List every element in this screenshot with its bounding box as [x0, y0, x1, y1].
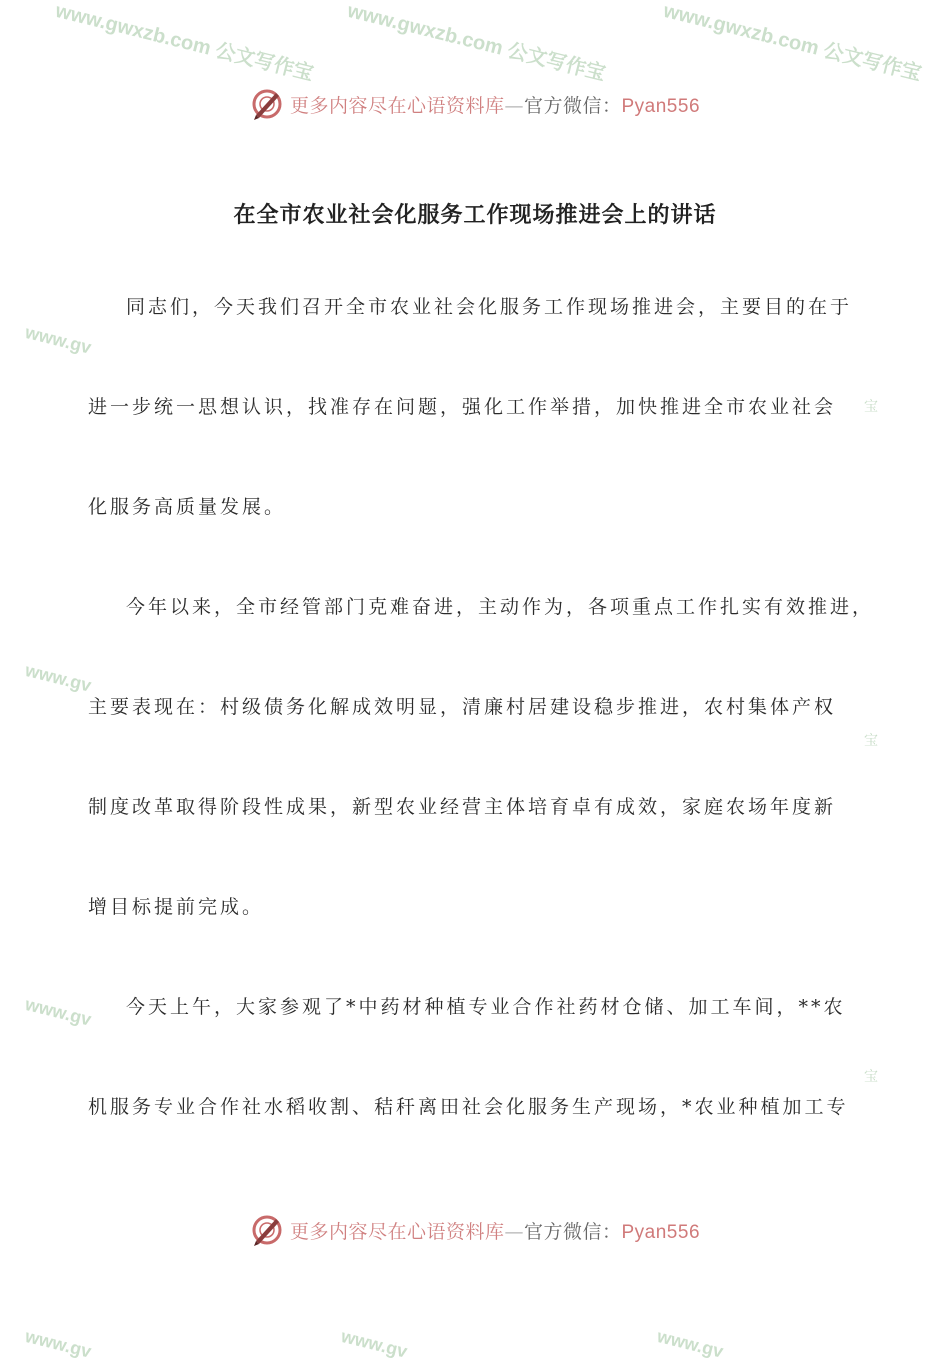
watermark-bottom-2: www.gv — [339, 1326, 410, 1362]
watermark-bottom-1: www.gv — [23, 1326, 94, 1362]
paragraph-1-line-3: 化服务高质量发展。 — [88, 496, 287, 518]
paragraph-1-line-2: 进一步统一思想认识，找准存在问题，强化工作举措，加快推进全市农业社会 — [88, 396, 837, 418]
watermark-top-left: www.gwxzb.com 公文写作宝 — [53, 0, 316, 86]
pen-logo-icon — [250, 87, 284, 121]
footer-banner-slogan: 更多内容尽在心语资料库 — [289, 1220, 505, 1243]
document-title: 在全市农业社会化服务工作现场推进会上的讲话 — [233, 203, 717, 228]
document-body — [88, 282, 874, 1182]
paragraph-2-line-3: 制度改革取得阶段性成果，新型农业经营主体培育卓有成效，家庭农场年度新 — [88, 796, 837, 818]
watermark-top-right: www.gwxzb.com 公文写作宝 — [661, 0, 924, 86]
watermark-bottom-3: www.gv — [655, 1326, 726, 1362]
watermark-side-1: www.gv — [23, 322, 94, 358]
banner-slogan: 更多内容尽在心语资料库 — [289, 94, 505, 117]
pen-logo-icon — [250, 1213, 284, 1247]
footer-banner-wechat-label: 官方微信： — [523, 1220, 622, 1243]
paragraph-2-line-2: 主要表现在：村级债务化解成效明显，清廉村居建设稳步推进，农村集体产权 — [88, 696, 837, 718]
banner-text — [290, 91, 700, 118]
watermark-top-center: www.gwxzb.com 公文写作宝 — [345, 0, 608, 86]
banner-wechat-label: 官方微信： — [523, 94, 622, 117]
watermark-side-3: www.gv — [23, 994, 94, 1030]
watermark-side-2: www.gv — [23, 660, 94, 696]
footer-banner-wechat-id: Pyan556 — [621, 1221, 701, 1243]
footer-banner-text — [290, 1217, 700, 1244]
watermark-glyph-3: 宝 — [864, 1069, 878, 1085]
watermark-glyph-2: 宝 — [864, 733, 878, 749]
footer-banner-dash: — — [504, 1220, 524, 1243]
header-banner — [0, 86, 950, 122]
paragraph-3-line-1: 今天上午，大家参观了*中药材种植专业合作社药材仓储、加工车间，**农 — [126, 996, 846, 1018]
paragraph-2-line-4: 增目标提前完成。 — [88, 896, 265, 918]
footer-banner — [0, 1212, 950, 1248]
banner-dash: — — [504, 94, 524, 117]
watermark-glyph-1: 宝 — [864, 399, 878, 415]
paragraph-1-line-1: 同志们，今天我们召开全市农业社会化服务工作现场推进会，主要目的在于 — [126, 296, 853, 318]
paragraph-3-line-2: 机服务专业合作社水稻收割、秸秆离田社会化服务生产现场，*农业种植加工专 — [88, 1096, 849, 1118]
banner-wechat-id: Pyan556 — [621, 95, 701, 117]
paragraph-2-line-1: 今年以来，全市经管部门克难奋进，主动作为，各项重点工作扎实有效推进， — [126, 596, 875, 618]
